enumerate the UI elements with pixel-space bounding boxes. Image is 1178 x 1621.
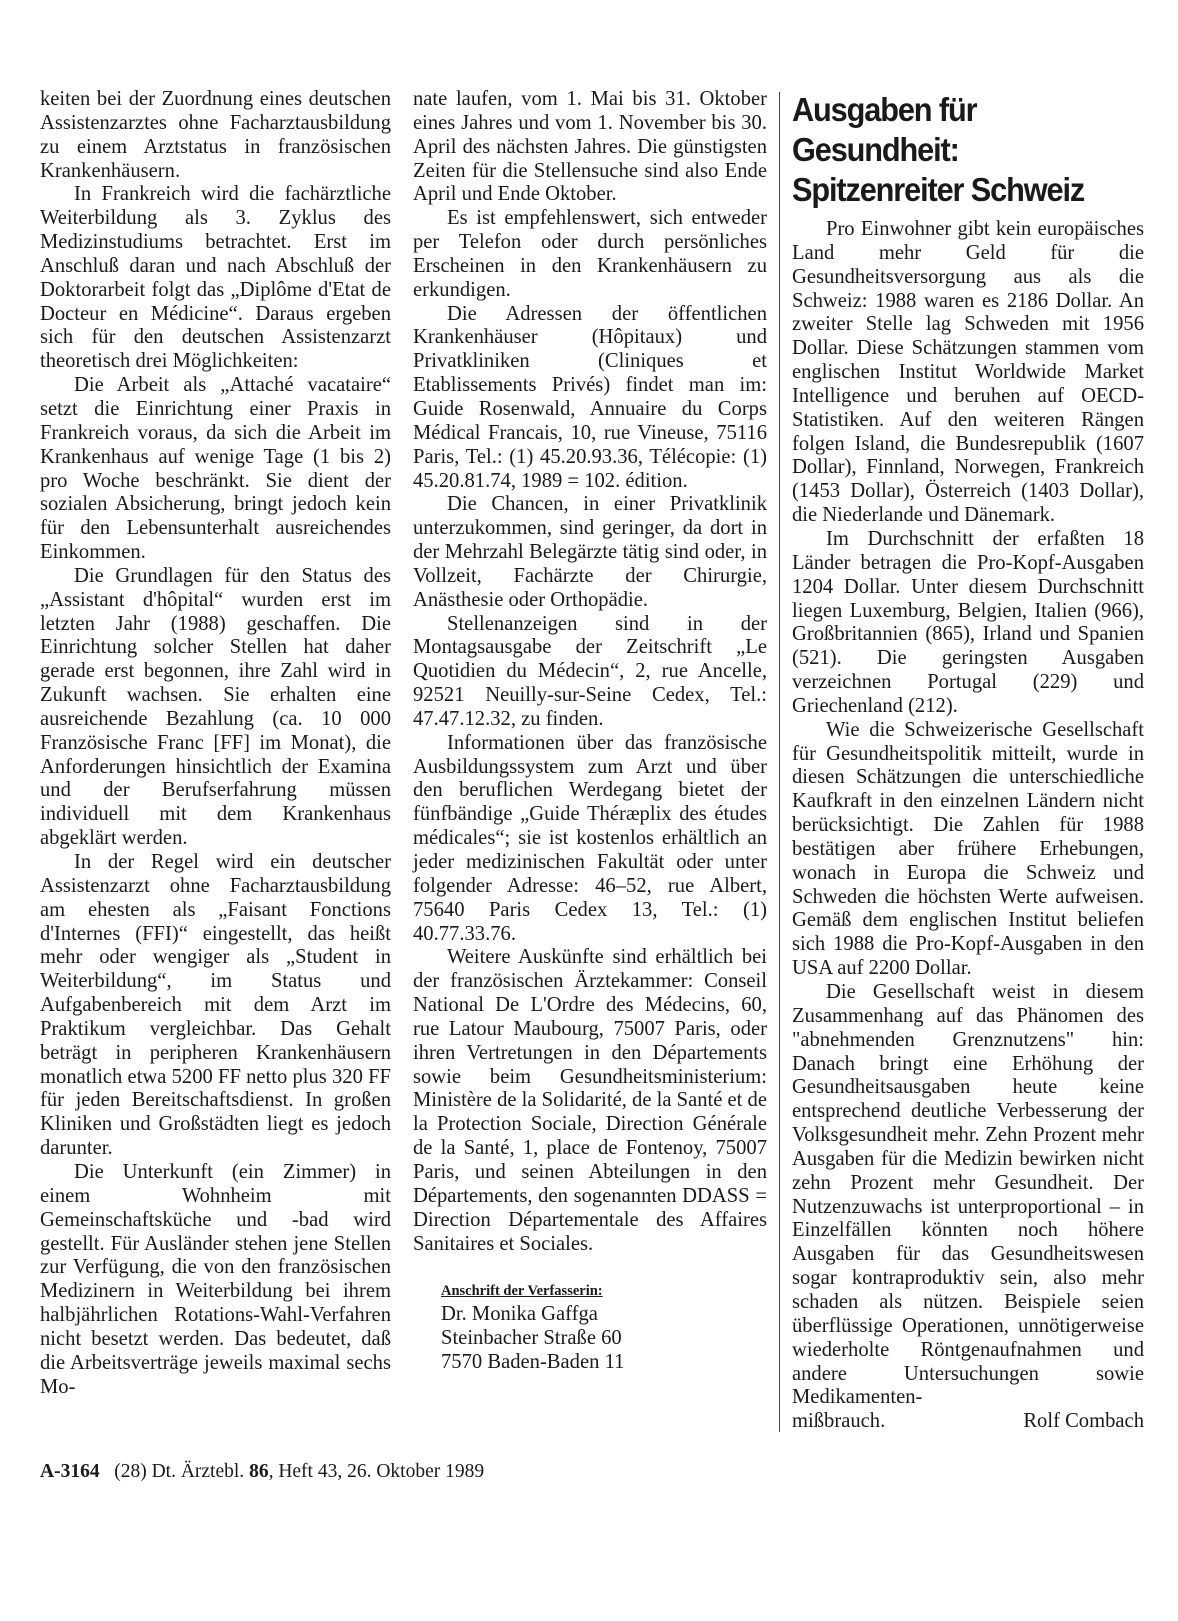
article-column-1 [40,88,391,1399]
paragraph: Die Gesellschaft weist in diesem Zusammenhang auf das Phänomen des "abnehmenden Grenznutzens" hin: Danach bringt eine Erhöhung der Gesundheitsausgaben heute keine entsprechend deutliche Verbesserung der Volksgesundheit mehr. Zehn Prozent mehr Ausgaben für die Medizin bewirken nicht zehn Prozent mehr Gesundheit. Der Nutzenzuwachs ist unterproportional – in Einzelfällen könnten noch höhere Ausgaben für das Gesundheitswesen sogar kontraproduktiv sein, also mehr schaden als nützen. Beispiele seien überflüssige Operationen, unnötigerweise wiederholte Röntgenaufnahmen und andere Untersuchungen sowie Medikamenten- [792,981,1144,1409]
article-column-2 [413,88,767,1374]
paragraph: keiten bei der Zuordnung eines deutschen Assistenzarztes ohne Facharztausbildung zu einem Arztstatus in französischen Krankenhäusern. [40,88,391,182]
author-signature: Rolf Combach [1023,1410,1144,1433]
paragraph: Im Durchschnitt der erfaßten 18 Länder betragen die Pro-Kopf-Ausgaben 1204 Dollar. Unter diesem Durchschnitt liegen Luxemburg, Belgien, Italien (966), Großbritannien (865), Irland und Spanien (521). Die geringsten Ausgaben verzeichnen Portugal (229) und Griechenland (212). [792,527,1144,717]
paragraph: Die Arbeit als „Attaché vacataire“ setzt die Einrichtung einer Praxis in Frankreich voraus, da sich die Arbeit im Krankenhaus auf wenige Tage (1 bis 2) pro Woche beschränkt. Sie dient der sozialen Absicherung, bringt jedoch kein für den Lebensunterhalt ausreichendes Einkommen. [40,374,391,564]
closing-line [792,1410,1144,1434]
paragraph: In Frankreich wird die fachärztliche Weiterbildung als 3. Zyklus des Medizinstudiums betrachtet. Erst im Anschluß daran und nach Abschluß der Doktorarbeit folgt das „Diplôme d'Etat de Docteur en Médicine“. Daraus ergeben sich für den deutschen Assistenzarzt theoretisch drei Möglichkeiten: [40,183,391,373]
paragraph: Informationen über das französische Ausbildungssystem zum Arzt und über den beruflichen Werdegang bietet der fünfbändige „Guide Théræplix des études médicales“; sie ist kostenlos erhältlich an jeder medizinischen Fakultät oder unter folgender Adresse: 46–52, rue Albert, 75640 Paris Cedex 13, Tel.: (1) 40.77.33.76. [413,731,767,945]
address-line: 7570 Baden-Baden 11 [441,1351,625,1374]
author-address [413,1282,767,1374]
paragraph: Weitere Auskünfte sind erhältlich bei der französischen Ärztekammer: Conseil National De L'Ordre des Médecins, 60, rue Latour Maubourg, 75007 Paris, oder ihren Vertretungen in den Départements sowie beim Gesundheitsministerium: Ministère de la Solidarité, de la Santé et de la Protection Sociale, Direction Générale de la Santé, 1, place de Fontenoy, 75007 Paris, und seinen Abteilungen in den Départements, den sogenannten DDASS = Direction Départementale des Affaires Sanitaires et Sociales. [413,946,767,1255]
sidebar-article [792,90,1144,1434]
paragraph: Die Chancen, in einer Privatklinik unterzukommen, sind geringer, da dort in der Mehrzahl Belegärzte tätig sind oder, in Vollzeit, Fachärzte der Chirurgie, Anästhesie oder Orthopädie. [413,493,767,611]
paragraph: nate laufen, vom 1. Mai bis 31. Oktober eines Jahres und vom 1. November bis 30. April des nächsten Jahres. Die günstigsten Zeiten für die Stellensuche sind also Ende April und Ende Oktober. [413,88,767,206]
paragraph: Wie die Schweizerische Gesellschaft für Gesundheitspolitik mitteilt, wurde in diesen Schätzungen die unterschiedliche Kaufkraft in den einzelnen Ländern nicht berücksichtigt. Die Zahlen für 1988 bestätigen aber frühere Erhebungen, wonach in Europa die Schweiz und Schweden die höchsten Werte aufweisen. Gemäß dem englischen Institut beliefen sich 1988 die Pro-Kopf-Ausgaben in den USA auf 2200 Dollar. [792,718,1144,980]
sidebar-headline [792,90,1145,210]
page-footer [40,1461,484,1483]
paragraph: Die Grundlagen für den Status des „Assistant d'hôpital“ wurden erst im letzten Jahr (1988) geschaffen. Die Einrichtung solcher Stellen hat daher gerade erst begonnen, ihre Zahl wird in Zukunft wachsen. Sie erhalten eine ausreichende Bezahlung (ca. 10 000 Französische Franc [FF] im Monat), die Anforderungen hinsichtlich der Examina und der Berufserfahrung müssen individuell mit dem Krankenhaus abgeklärt werden. [40,564,391,850]
paragraph: Es ist empfehlenswert, sich entweder per Telefon oder durch persönliches Erscheinen in den Krankenhäusern zu erkundigen. [413,207,767,301]
paragraph: In der Regel wird ein deutscher Assistenzarzt ohne Facharztausbildung am ehesten als „Faisant Fonctions d'Internes (FFI)“ eingestellt, das heißt mehr oder wengiger als „Student in Weiterbildung“, im Status und Aufgabenbereich mit dem Arzt im Praktikum vergleichbar. Das Gehalt beträgt in peripheren Krankenhäusern monatlich etwa 5200 FF netto plus 320 FF für jeden Bereitschaftsdienst. In großen Kliniken und Großstädten liegt es jedoch darunter. [40,851,391,1160]
journal-volume: 86 [249,1461,269,1482]
headline-line: Ausgaben für Gesundheit: [792,91,977,168]
last-word: mißbrauch. [792,1410,886,1433]
paragraph: Pro Einwohner gibt kein europäisches Land mehr Geld für die Gesundheitsversorgung aus als die Schweiz: 1988 waren es 2186 Dollar. An zweiter Stelle lag Schweden mit 1956 Dollar. Diese Schätzungen stammen vom englischen Institut Worldwide Market Intelligence und beruhen auf OECD-Statistiken. Auf den weiteren Rängen folgen Island, die Bundesrepublik (1607 Dollar), Finnland, Norwegen, Frankreich (1453 Dollar), Österreich (1403 Dollar), die Niederlande und Dänemark. [792,218,1144,527]
page-code: A-3164 [40,1461,100,1482]
paragraph: Die Adressen der öffentlichen Krankenhäuser (Hôpitaux) und Privatkliniken (Cliniques et Etablissements Privés) findet man im: Guide Rosenwald, Annuaire du Corps Médical Francais, 10, rue Vineuse, 75116 Paris, Tel.: (1) 45.20.93.36, Télécopie: (1) 45.20.81.74, 1989 = 102. édition. [413,302,767,492]
journal-name: Dt. Ärztebl. [151,1461,245,1482]
paragraph: Stellenanzeigen sind in der Montagsausgabe der Zeitschrift „Le Quotidien du Médecin“, 2, rue Ancelle, 92521 Neuilly-sur-Seine Cedex, Tel.: 47.47.12.32, zu finden. [413,612,767,730]
journal-issue: , Heft 43, 26. Oktober 1989 [268,1461,485,1482]
column-divider [779,92,780,1432]
address-line: Steinbacher Straße 60 [441,1327,622,1350]
headline-line: Spitzenreiter Schweiz [792,171,1085,208]
address-heading: Anschrift der Verfasserin: [441,1283,603,1300]
address-line: Dr. Monika Gaffga [441,1303,598,1326]
page-number: (28) [114,1461,147,1482]
paragraph: Die Unterkunft (ein Zimmer) in einem Wohnheim mit Gemeinschaftsküche und -bad wird gestellt. Für Ausländer stehen jene Stellen zur Verfügung, die von den französischen Medizinern in Weiterbildung bei ihrem halbjährlichen Rotations-Wahl-Verfahren nicht besetzt werden. Das bedeutet, daß die Arbeitsverträge jeweils maximal sechs Mo- [40,1160,391,1398]
